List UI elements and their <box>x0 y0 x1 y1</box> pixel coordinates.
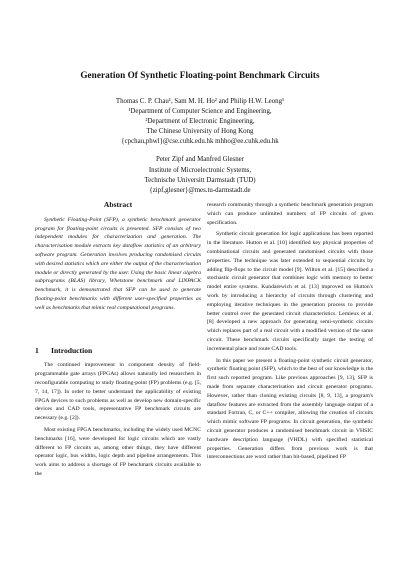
section-title: Introduction <box>51 345 93 355</box>
affiliation-line: Technische Universitt Darmstadt (TUD) <box>144 176 256 184</box>
body-paragraph: Synthetic circuit generation for logic applications has been reported in the literature. Hutton et al. [10] identified key physical properties of combinational circuits and generated randomised circuits with those properties. The technique was later extended to sequential circuits by adding flip-flops to the circuit model [9]. Wilton et al. [15] described a stochastic circuit generator that combines logic with memory to better model entire systems. Kundarewich et al. [13] improved on Hutton's work by introducing a hierarchy of circuits through clustering and employing iterative techniques in the generation process to provide better control over the generated circuit characteristics. Lemieux et al. [8] developed a new approach for generating semi-synthetic circuits which replaces part of a real circuit with a modified version of the same circuit. These benchmark circuits specifically target the testing of incremental place and route CAD tools. <box>207 231 373 352</box>
body-paragraph: Most existing FPGA benchmarks, including the widely used MCNC benchmarks [16], were developed for logic circuits which are vastly different to FP circuits as, among other things, they have different operator logic, bus widths, logic depth and pipeline arrangements. This work aims to address a shortage of FP benchmark circuits available to the <box>35 426 201 477</box>
body-paragraph: research community through a synthetic benchmark generation program which can produce unlimited numbers of FP circuits of given specification. <box>207 202 373 226</box>
abstract <box>35 216 201 313</box>
author-line: Thomas C. P. Chau¹, Sam M. H. Ho² and Philip H.W. Leong¹ <box>115 98 285 105</box>
abstract-text: Synthetic Floating-Point (SFP), a synthetic benchmark generator program for floating-point circuits is presented. SFP consists of two independent modules for characterization and generation. The characterisation module extracts key dataflow statistics of an arbitrary software program. Generation involves producing randomised circuits with desired statistics which are either the output of the characterisation module or directly generated by the user. Using the basic linear algebra subprograms (BLAS) library, Whetstone benchmark and LINPACK benchmark, it is demonstrated that SFP can be used to generate floating-point benchmarks with different user-specified properties as well as benchmarks that mimic real computational programs. <box>35 216 201 311</box>
paper-title: Generation Of Synthetic Floating-point Benchmark Circuits <box>80 70 320 80</box>
affiliation-line: The Chinese University of Hong Kong <box>146 128 254 136</box>
intro-heading <box>35 347 201 356</box>
affiliation-line: ²Department of Electronic Engineering, <box>145 118 255 126</box>
email-line: {zipf,glesner}@mes.tu-darmstadt.de <box>149 186 251 194</box>
right-column <box>207 201 373 462</box>
left-column <box>35 201 201 479</box>
section-gap <box>35 313 201 347</box>
email-line: {cpchau,phwl}@cse.cuhk.edu.hk mhho@ee.cuhk.edu.hk <box>121 138 279 146</box>
affiliation-line: ¹Department of Computer Science and Engineering, <box>128 108 272 116</box>
affiliation-line: Institute of Microelectronic Systems, <box>148 166 252 174</box>
author-line: Peter Zipf and Manfred Glesner <box>155 156 244 164</box>
body-paragraph: In this paper we present a floating-point synthetic circuit generator, synthetic floating point (SFP), which to the best of our knowledge is the first such reported program. Like previous approaches [9, 13], SFP is made from separate characterisation and circuit generator programs. However, rather than cloning existing circuits [8, 9, 13], a program's dataflow features are extracted from the assembly language output of a standard Fortran, C, or C++ compiler, allowing the creation of circuits which mimic software FP programs. In circuit generation, the synthetic circuit generator produces a randomised benchmark circuit in VHSIC hardware description language (VHDL) with specified statistical properties. Generation differs from previous work is that interconnections are word rather than bit-based, pipelined FP <box>207 357 373 461</box>
abstract-heading: Abstract <box>103 200 133 209</box>
author-block <box>0 97 400 196</box>
author-gap <box>0 147 400 155</box>
body-paragraph: The continued improvement in component density of field-programmable gate arrays (FPGAs) allows naturally led researchers in reconfigurable computing to study floating-point (FP) problems (e.g. [5, 7, 14, 17]). In order to better understand the applicability of existing FPGA devices to such problems as well as develop new domain-specific devices and CAD tools, representative FP benchmark circuits are necessary (e.g. [2]). <box>35 362 201 422</box>
section-number: 1 <box>35 345 39 355</box>
